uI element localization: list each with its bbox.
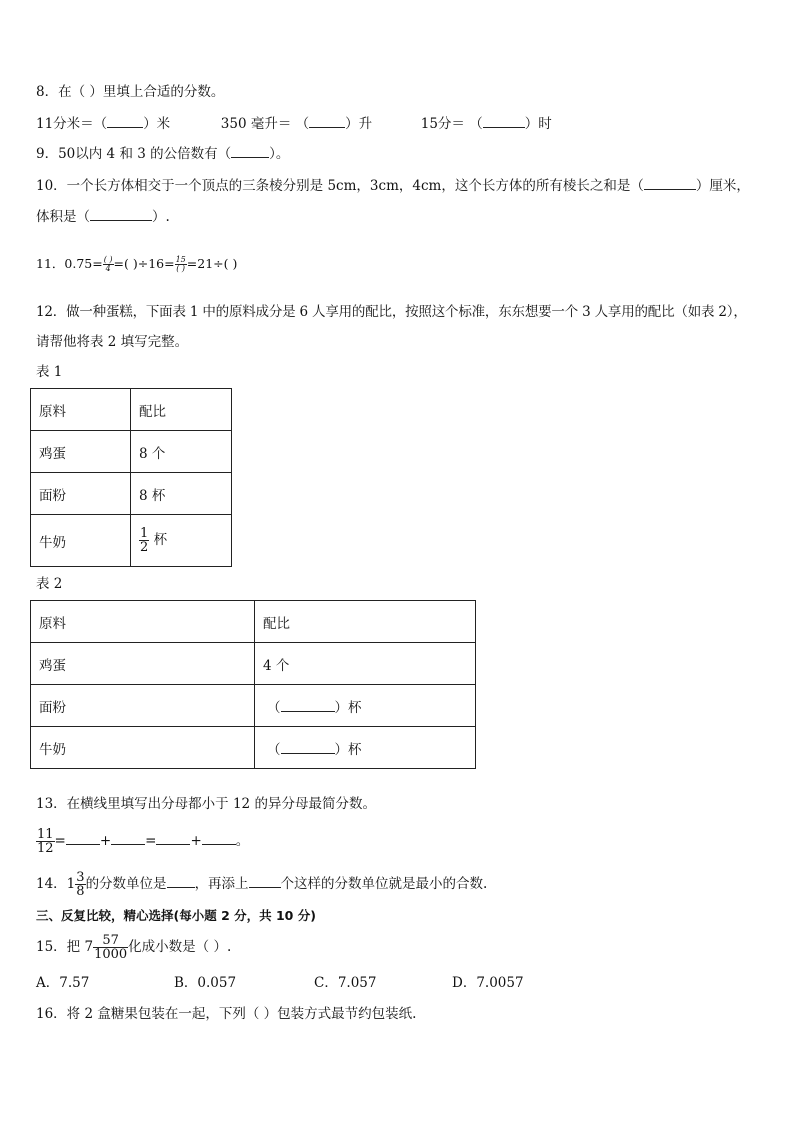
q9-prefix: 9．50以内 4 和 3 的公倍数有（ xyxy=(36,146,232,162)
q14: 14．1 $\frac{3}{8}$ 的分数单位是 ，再添上 个这样的分数单位就是最小的合数. xyxy=(36,870,488,899)
table2-header-row xyxy=(31,601,476,643)
q15-option-d[interactable]: D．7.0057 xyxy=(452,975,524,991)
table2-milk-value: （ ）杯 xyxy=(255,727,476,769)
q8-a-blank[interactable] xyxy=(107,114,143,128)
table1-egg-value: 8 个 xyxy=(131,431,232,473)
table2-egg-label: 鸡蛋 xyxy=(31,643,255,685)
q8-a-prefix: 11分米＝（ xyxy=(36,116,108,132)
table2-header-ingredient: 原料 xyxy=(31,601,255,643)
q15-stem xyxy=(36,930,231,964)
table1-caption: 表 1 xyxy=(36,364,63,380)
q10-prefix: 10．一个长方体相交于一个顶点的三条棱分别是 5cm，3cm，4cm，这个长方体的所有棱长之和是（ xyxy=(36,178,644,194)
q13-stem: 13．在横线里填写出分母都小于 12 的异分母最简分数。 xyxy=(36,796,376,812)
table1 xyxy=(30,388,232,567)
table1-header-ingredient: 原料 xyxy=(31,389,131,431)
q10-line1 xyxy=(36,176,750,196)
q10-volume-suffix: ）. xyxy=(152,209,170,225)
table2-header-ratio: 配比 xyxy=(255,601,476,643)
table-row xyxy=(31,685,476,727)
table1-header-row xyxy=(31,389,232,431)
q10-suffix: ）厘米， xyxy=(695,178,750,194)
q13-fraction: $\frac{11}{12}$ xyxy=(37,827,54,856)
q11-prefix: 11．0.75= xyxy=(36,256,103,271)
q11-suffix: =21÷( ) xyxy=(186,256,238,271)
q12-line1: 12．做一种蛋糕，下面表 1 中的原料成分是 6 人享用的配比，按照这个标准，东东想要一个 3 人享用的配比（如表 2）， xyxy=(36,304,747,320)
table2-milk-blank[interactable] xyxy=(281,740,335,754)
table1-flour-label: 面粉 xyxy=(31,473,131,515)
q8-b-blank[interactable] xyxy=(309,114,345,128)
q15-suffix: 化成小数是（ ）. xyxy=(128,939,232,955)
q15-option-a[interactable]: A．7.57 xyxy=(36,975,90,991)
q10-edge-blank[interactable] xyxy=(644,176,696,190)
q13-blank-1[interactable] xyxy=(66,831,100,845)
table-row xyxy=(31,431,232,473)
table-row xyxy=(31,473,232,515)
q13-blank-2[interactable] xyxy=(111,831,145,845)
table-row xyxy=(31,727,476,769)
table-row xyxy=(31,643,476,685)
table-row xyxy=(31,515,232,567)
table1-milk-value xyxy=(131,515,232,567)
q11-middle: =( )÷16= xyxy=(113,256,175,271)
q15-option-c[interactable]: C．7.057 xyxy=(314,975,377,991)
q8-stem: 8．在（ ）里填上合适的分数。 xyxy=(36,84,225,100)
q14-count-blank[interactable] xyxy=(249,874,281,888)
q11-fraction-1: $\frac{( )}{4}$ xyxy=(103,255,113,273)
table2-caption: 表 2 xyxy=(36,576,63,592)
q12-line2: 请帮他将表 2 填写完整。 xyxy=(36,334,189,350)
q9 xyxy=(36,144,289,164)
q10-volume-prefix: 体积是（ xyxy=(36,209,90,225)
q8-c-suffix: ）时 xyxy=(524,116,552,132)
table2-flour-label: 面粉 xyxy=(31,685,255,727)
table1-milk-label: 牛奶 xyxy=(31,515,131,567)
table2-flour-blank[interactable] xyxy=(281,698,335,712)
q11-fraction-2: $\frac{15}{( )}$ xyxy=(175,255,186,273)
milk-unit: 杯 xyxy=(153,532,168,548)
q13-blank-3[interactable] xyxy=(156,831,190,845)
q8-c-blank[interactable] xyxy=(483,114,525,128)
table2 xyxy=(30,600,476,769)
q15-prefix: 15．把 7 xyxy=(36,939,94,955)
q11 xyxy=(36,254,237,274)
q13-equation: $\frac{11}{12}$ = + = + 。 xyxy=(37,827,250,856)
q8-b-suffix: ）升 xyxy=(345,116,373,132)
milk-fraction: $\frac{1}{2}$ xyxy=(140,526,149,555)
table2-milk-label: 牛奶 xyxy=(31,727,255,769)
q14-unit-blank[interactable] xyxy=(167,874,195,888)
q14-prefix: 14．1 xyxy=(36,876,76,892)
table1-flour-value: 8 杯 xyxy=(131,473,232,515)
table1-egg-label: 鸡蛋 xyxy=(31,431,131,473)
table2-egg-value: 4 个 xyxy=(255,643,476,685)
q10-volume-blank[interactable] xyxy=(90,207,152,221)
q16-stem: 16．将 2 盒糖果包装在一起，下列（ ）包装方式最节约包装纸. xyxy=(36,1006,417,1022)
q15-option-b[interactable]: B．0.057 xyxy=(174,975,237,991)
q14-fraction: $\frac{3}{8}$ xyxy=(76,870,85,899)
table2-flour-value: （ ）杯 xyxy=(255,685,476,727)
q15-fraction: $\frac{57}{1000}$ xyxy=(94,933,128,962)
section-3-title: 三、反复比较，精心选择(每小题 2 分，共 10 分) xyxy=(36,908,316,923)
q9-suffix: ）。 xyxy=(269,146,290,162)
q15-options xyxy=(36,973,524,993)
q9-blank[interactable] xyxy=(231,144,269,158)
table1-header-ratio: 配比 xyxy=(131,389,232,431)
q10-line2 xyxy=(36,207,170,227)
q8-answers xyxy=(36,114,552,134)
q8-c-prefix: 15分＝ （ xyxy=(420,116,483,132)
q8-a-suffix: ）米 xyxy=(143,116,171,132)
q8-b-prefix: 350 毫升＝ （ xyxy=(220,116,310,132)
q13-blank-4[interactable] xyxy=(202,831,236,845)
